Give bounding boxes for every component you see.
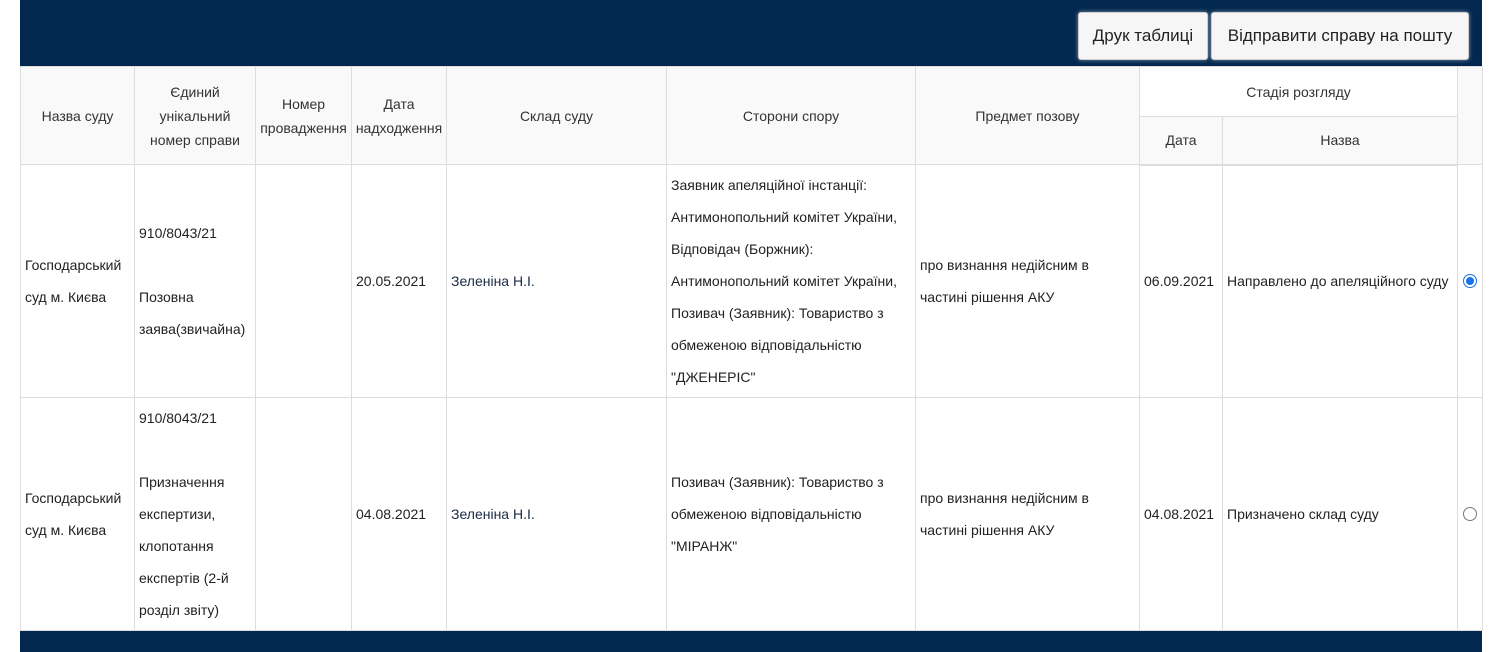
case-type: Призначення експертизи, клопотання експертів (2-й розділ звіту) <box>139 474 229 618</box>
subject-cell: про визнання недійсним в частині рішення АКУ <box>916 398 1140 631</box>
row-select-radio[interactable] <box>1463 507 1477 521</box>
print-table-button[interactable]: Друк таблиці <box>1078 12 1208 60</box>
proceeding-cell <box>256 398 352 631</box>
header-panel: Склад суду <box>447 67 667 165</box>
header-proceeding: Номер провадження <box>256 67 352 165</box>
stage-name-cell: Призначено склад суду <box>1223 398 1458 631</box>
header-court: Назва суду <box>21 67 135 165</box>
case-number: 910/8043/21 <box>139 410 217 426</box>
header-select <box>1458 67 1483 165</box>
select-cell[interactable] <box>1458 398 1483 631</box>
header-subject: Предмет позову <box>916 67 1140 165</box>
panel-cell: Зеленіна Н.І. <box>447 165 667 398</box>
panel-cell: Зеленіна Н.І. <box>447 398 667 631</box>
row-select-radio[interactable] <box>1463 274 1477 288</box>
header-stage: Стадія розгляду <box>1140 67 1458 117</box>
table-row[interactable] <box>21 398 1483 631</box>
court-cell: Господарський суд м. Києва <box>21 398 135 631</box>
received-cell: 20.05.2021 <box>352 165 447 398</box>
cases-table <box>20 66 1483 631</box>
subject-cell: про визнання недійсним в частині рішення АКУ <box>916 165 1140 398</box>
header-parties: Сторони спору <box>667 67 916 165</box>
stage-date-cell: 04.08.2021 <box>1140 398 1223 631</box>
send-case-email-button[interactable]: Відправити справу на пошту <box>1211 12 1469 60</box>
stage-date-cell: 06.09.2021 <box>1140 165 1223 398</box>
case-number-cell <box>135 398 256 631</box>
proceeding-cell <box>256 165 352 398</box>
parties-cell: Заявник апеляційної інстанції: Антимонопольний комітет України, Відповідач (Боржник): Антимонопольний комітет України, Позивач (Заявник): Товариство з обмеженою відповідальністю "ДЖЕНЕРІС" <box>667 165 916 398</box>
table-row[interactable] <box>21 165 1483 398</box>
court-cell: Господарський суд м. Києва <box>21 165 135 398</box>
select-cell[interactable] <box>1458 165 1483 398</box>
case-number: 910/8043/21 <box>139 225 217 241</box>
footer-bar <box>20 631 1482 652</box>
parties-cell: Позивач (Заявник): Товариство з обмеженою відповідальністю "МІРАНЖ" <box>667 398 916 631</box>
case-number-cell <box>135 165 256 398</box>
header-stage-name: Назва <box>1223 117 1458 165</box>
header-stage-date: Дата <box>1140 117 1223 165</box>
header-case-number: Єдиний унікальний номер справи <box>135 67 256 165</box>
received-cell: 04.08.2021 <box>352 398 447 631</box>
stage-name-cell: Направлено до апеляційного суду <box>1223 165 1458 398</box>
case-type: Позовна заява(звичайна) <box>139 289 246 337</box>
header-received: Дата надходження <box>352 67 447 165</box>
